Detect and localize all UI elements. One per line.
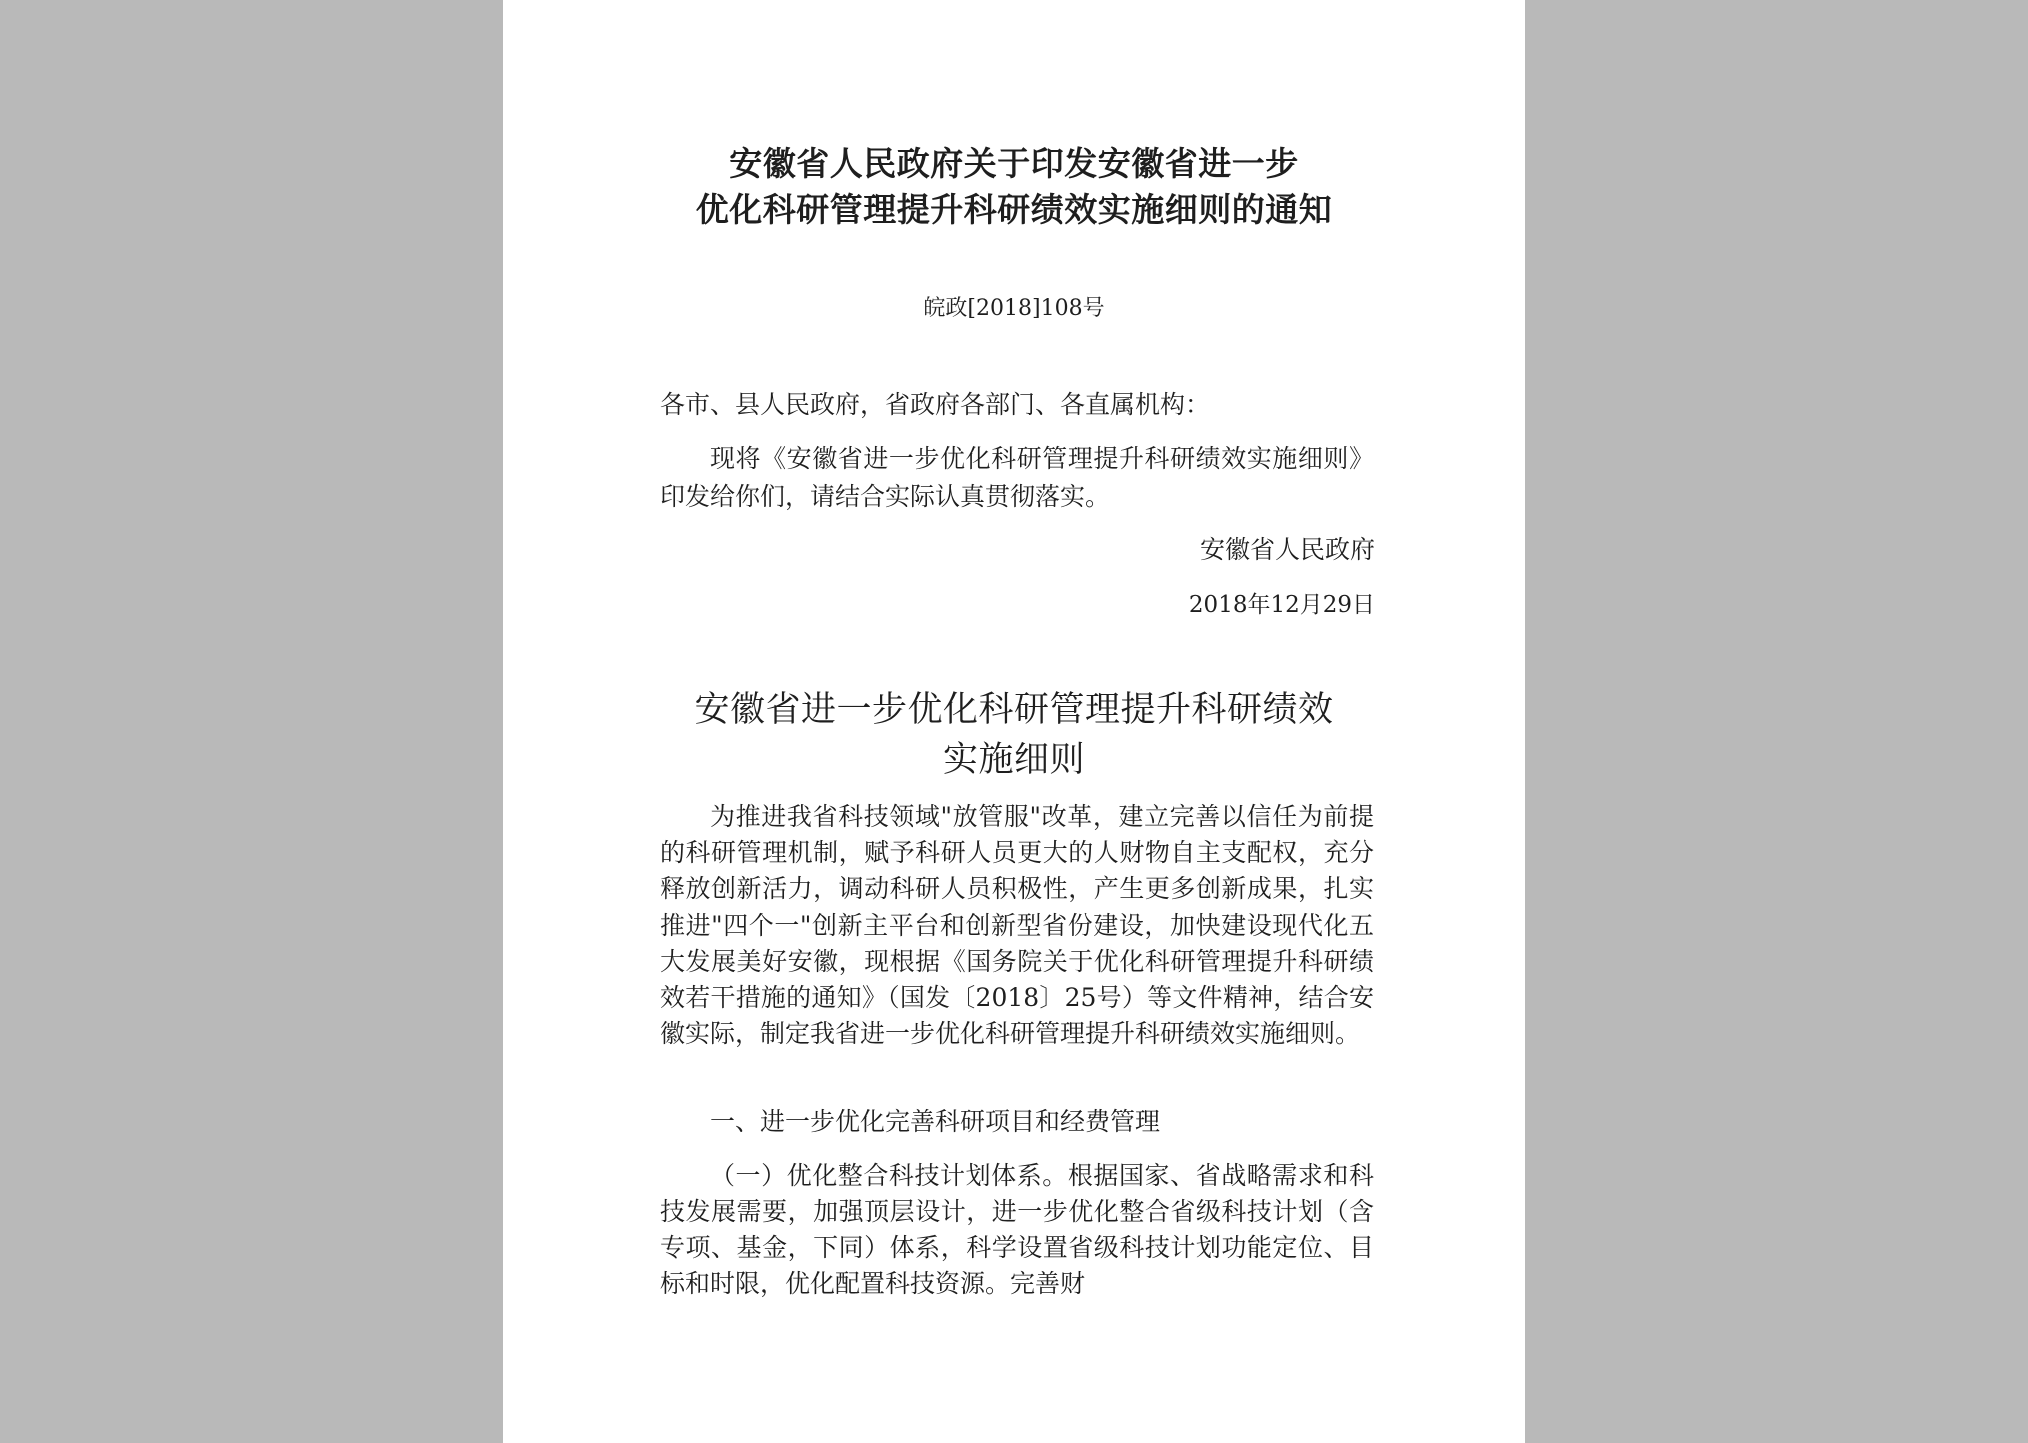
notice-paragraph: 现将《安徽省进一步优化科研管理提升科研绩效实施细则》印发给你们，请结合实际认真贯彻落实。 bbox=[660, 444, 1374, 511]
attachment-title bbox=[503, 685, 1525, 785]
section-item-1: （一）优化整合科技计划体系。根据国家、省战略需求和科技发展需要，加强顶层设计，进一步优化整合省级科技计划（含专项、基金，下同）体系，科学设置省级科技计划功能定位、目标和时限，优化配置科技资源。完善财 bbox=[660, 1161, 1374, 1298]
document-title bbox=[503, 141, 1525, 233]
issue-date: 2018年12月29日 bbox=[1188, 592, 1375, 618]
issuer-signature: 安徽省人民政府 bbox=[1199, 535, 1375, 564]
attachment-title-line-1: 安徽省进一步优化科研管理提升科研绩效 bbox=[694, 690, 1334, 730]
section-heading-1: 一、进一步优化完善科研项目和经费管理 bbox=[710, 1107, 1161, 1136]
document-page bbox=[503, 0, 1525, 1443]
document-number: 皖政[2018]108号 bbox=[923, 296, 1105, 321]
intro-paragraph: 为推进我省科技领域"放管服"改革，建立完善以信任为前提的科研管理机制，赋予科研人员更大的人财物自主支配权，充分释放创新活力，调动科研人员积极性，产生更多创新成果，扎实推进"四个一"创新主平台和创新型省份建设，加快建设现代化五大发展美好安徽，现根据《国务院关于优化科研管理提升科研绩效若干措施的通知》（国发〔2018〕25号）等文件精神，结合安徽实际，制定我省进一步优化科研管理提升科研绩效实施细则。 bbox=[660, 802, 1374, 1049]
addressee: 各市、县人民政府，省政府各部门、各直属机构： bbox=[660, 390, 1211, 419]
title-line-1: 安徽省人民政府关于印发安徽省进一步 bbox=[729, 144, 1299, 183]
title-line-2: 优化科研管理提升科研绩效实施细则的通知 bbox=[695, 190, 1333, 229]
attachment-title-line-2: 实施细则 bbox=[942, 740, 1085, 780]
